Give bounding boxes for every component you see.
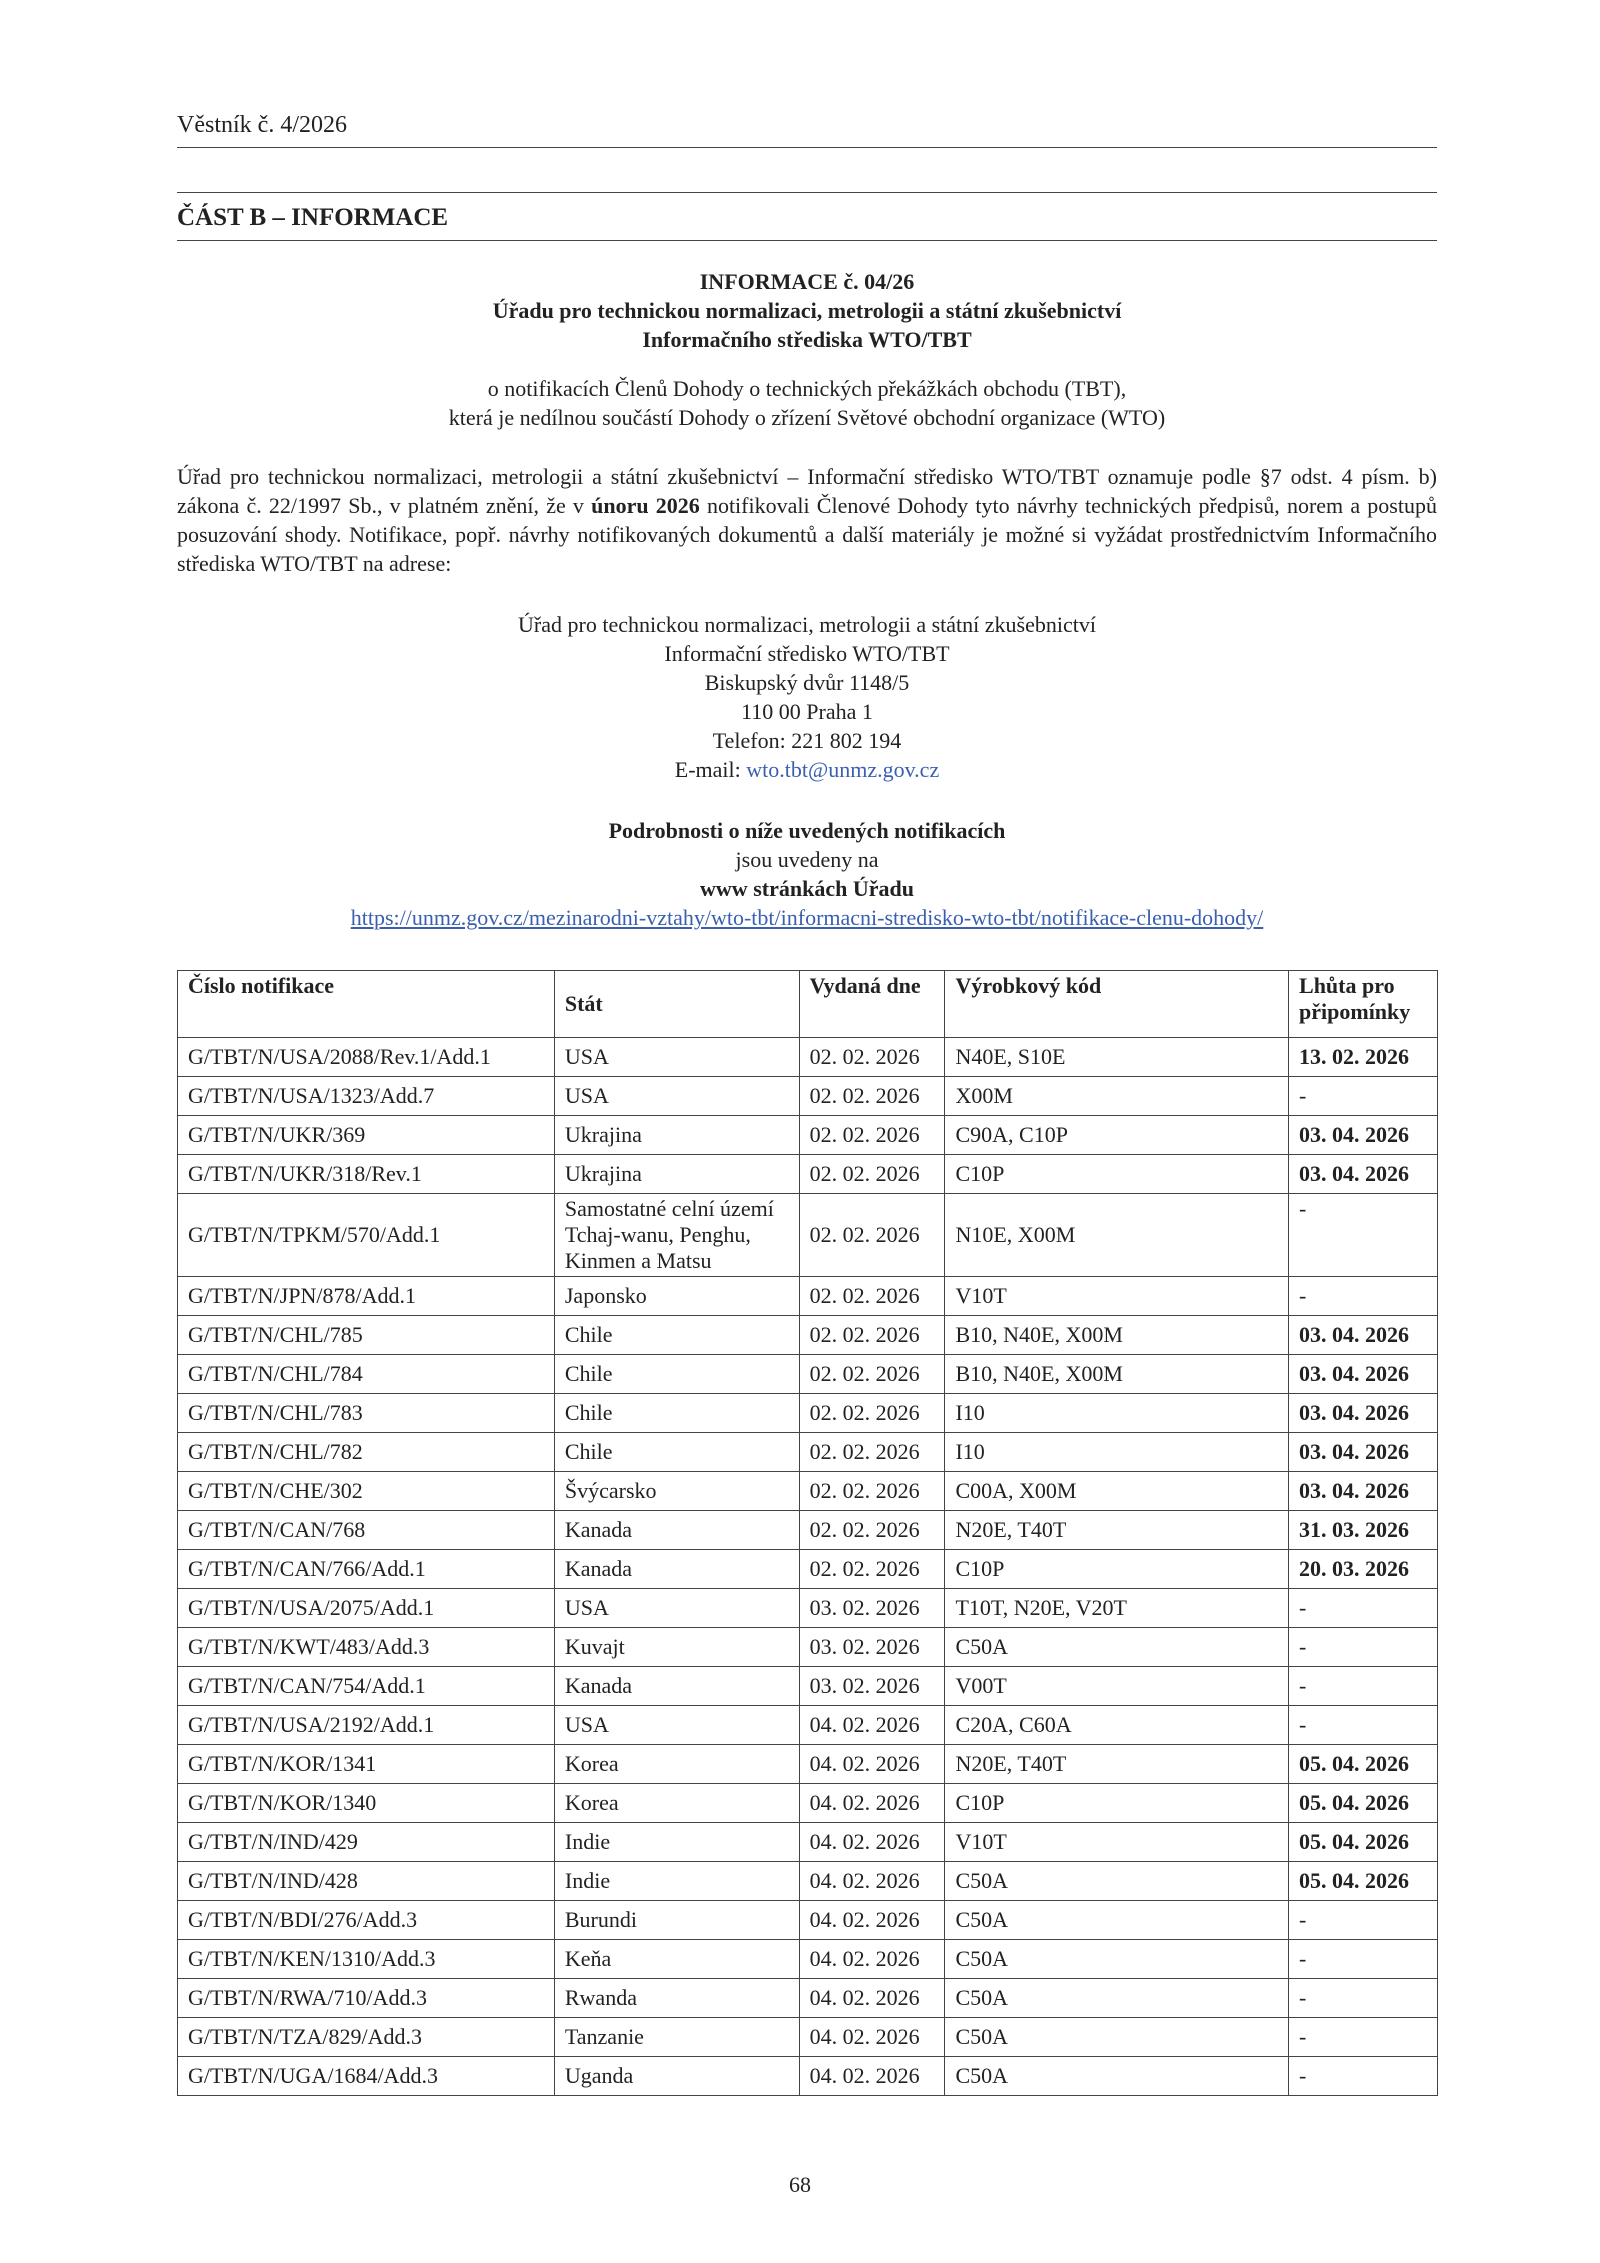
- issue-date: 02. 02. 2026: [799, 1394, 945, 1433]
- product-code: B10, N40E, X00M: [945, 1316, 1289, 1355]
- col-header-country: Stát: [554, 971, 799, 1038]
- product-code: C50A: [945, 1940, 1289, 1979]
- table-row: [178, 1155, 1438, 1194]
- notification-number: G/TBT/N/KOR/1340: [178, 1784, 555, 1823]
- details-line-2: jsou uvedeny na: [735, 847, 879, 872]
- comment-deadline: -: [1289, 2018, 1438, 2057]
- notification-number: G/TBT/N/JPN/878/Add.1: [178, 1277, 555, 1316]
- notification-number: G/TBT/N/TPKM/570/Add.1: [178, 1194, 555, 1277]
- journal-issue: Věstník č. 4/2026: [177, 112, 347, 138]
- comment-deadline: -: [1289, 1706, 1438, 1745]
- product-code: N20E, T40T: [945, 1511, 1289, 1550]
- issue-date: 03. 02. 2026: [799, 1589, 945, 1628]
- address-line-3: Biskupský dvůr 1148/5: [704, 670, 910, 695]
- notification-number: G/TBT/N/BDI/276/Add.3: [178, 1901, 555, 1940]
- notification-number: G/TBT/N/CAN/754/Add.1: [178, 1667, 555, 1706]
- comment-deadline: 03. 04. 2026: [1289, 1155, 1438, 1194]
- country: Kanada: [554, 1667, 799, 1706]
- comment-deadline: -: [1289, 1628, 1438, 1667]
- notification-number: G/TBT/N/CAN/766/Add.1: [178, 1550, 555, 1589]
- table-row: [178, 1077, 1438, 1116]
- document-subtitle: [177, 374, 1437, 432]
- country: Chile: [554, 1433, 799, 1472]
- product-code: B10, N40E, X00M: [945, 1355, 1289, 1394]
- product-code: C50A: [945, 1901, 1289, 1940]
- notification-number: G/TBT/N/CHL/782: [178, 1433, 555, 1472]
- intro-text-2: notifikovali Členové Dohody tyto návrhy technických předpisů, norem a postupů posuzování shody. Notifikace, popř. návrhy notifikovaných dokumentů a další materiály je možné si vyžádat prostřednictvím Informačního střediska WTO/TBT na adrese:: [177, 493, 1437, 576]
- page-number: 68: [789, 2172, 811, 2197]
- issue-date: 02. 02. 2026: [799, 1155, 945, 1194]
- comment-deadline: 03. 04. 2026: [1289, 1433, 1438, 1472]
- table-row: [178, 1433, 1438, 1472]
- comment-deadline: -: [1289, 1194, 1438, 1277]
- country: Korea: [554, 1784, 799, 1823]
- issue-date: 04. 02. 2026: [799, 2057, 945, 2096]
- comment-deadline: 20. 03. 2026: [1289, 1550, 1438, 1589]
- table-row: [178, 1784, 1438, 1823]
- product-code: C50A: [945, 2057, 1289, 2096]
- issue-date: 04. 02. 2026: [799, 1979, 945, 2018]
- comment-deadline: -: [1289, 1979, 1438, 2018]
- header-divider: [177, 147, 1437, 148]
- comment-deadline: -: [1289, 1901, 1438, 1940]
- notification-number: G/TBT/N/CAN/768: [178, 1511, 555, 1550]
- product-code: X00M: [945, 1077, 1289, 1116]
- comment-deadline: -: [1289, 1277, 1438, 1316]
- country: Korea: [554, 1745, 799, 1784]
- issue-date: 02. 02. 2026: [799, 1116, 945, 1155]
- section-title: ČÁST B – INFORMACE: [177, 204, 449, 231]
- country: Chile: [554, 1316, 799, 1355]
- country: Kanada: [554, 1550, 799, 1589]
- product-code: C50A: [945, 1628, 1289, 1667]
- address-line-1: Úřad pro technickou normalizaci, metrologii a státní zkušebnictví: [518, 612, 1096, 637]
- table-row: [178, 1745, 1438, 1784]
- table-row: [178, 1316, 1438, 1355]
- table-row: [178, 1706, 1438, 1745]
- issue-date: 02. 02. 2026: [799, 1316, 945, 1355]
- address-line-2: Informační středisko WTO/TBT: [664, 641, 950, 666]
- notification-number: G/TBT/N/USA/2088/Rev.1/Add.1: [178, 1038, 555, 1077]
- email-link[interactable]: wto.tbt@unmz.gov.cz: [746, 757, 940, 782]
- country: Rwanda: [554, 1979, 799, 2018]
- notification-number: G/TBT/N/UKR/369: [178, 1116, 555, 1155]
- intro-month: únoru 2026: [591, 493, 700, 518]
- issue-date: 04. 02. 2026: [799, 1940, 945, 1979]
- country: Kanada: [554, 1511, 799, 1550]
- table-row: [178, 1355, 1438, 1394]
- comment-deadline: 05. 04. 2026: [1289, 1862, 1438, 1901]
- comment-deadline: 03. 04. 2026: [1289, 1116, 1438, 1155]
- product-code: T10T, N20E, V20T: [945, 1589, 1289, 1628]
- table-row: [178, 1589, 1438, 1628]
- table-row: [178, 1511, 1438, 1550]
- product-code: V00T: [945, 1667, 1289, 1706]
- product-code: C10P: [945, 1550, 1289, 1589]
- notification-number: G/TBT/N/UGA/1684/Add.3: [178, 2057, 555, 2096]
- comment-deadline: -: [1289, 2057, 1438, 2096]
- table-row: [178, 2057, 1438, 2096]
- comment-deadline: -: [1289, 1667, 1438, 1706]
- product-code: C50A: [945, 1979, 1289, 2018]
- section-divider-top: [177, 192, 1437, 193]
- table-row: [178, 1550, 1438, 1589]
- product-code: C00A, X00M: [945, 1472, 1289, 1511]
- comment-deadline: -: [1289, 1077, 1438, 1116]
- col-header-number: Číslo notifikace: [178, 971, 555, 1038]
- table-row: [178, 1940, 1438, 1979]
- issue-date: 02. 02. 2026: [799, 1472, 945, 1511]
- country: Kuvajt: [554, 1628, 799, 1667]
- country: Keňa: [554, 1940, 799, 1979]
- issue-date: 04. 02. 2026: [799, 1901, 945, 1940]
- notification-number: G/TBT/N/USA/2075/Add.1: [178, 1589, 555, 1628]
- issue-date: 04. 02. 2026: [799, 1745, 945, 1784]
- product-code: C50A: [945, 1862, 1289, 1901]
- notification-number: G/TBT/N/CHL/783: [178, 1394, 555, 1433]
- product-code: V10T: [945, 1823, 1289, 1862]
- address-line-5: Telefon: 221 802 194: [712, 728, 902, 753]
- notification-number: G/TBT/N/CHL/785: [178, 1316, 555, 1355]
- country: Indie: [554, 1823, 799, 1862]
- issue-date: 02. 02. 2026: [799, 1511, 945, 1550]
- notification-number: G/TBT/N/USA/1323/Add.7: [178, 1077, 555, 1116]
- comment-deadline: 05. 04. 2026: [1289, 1784, 1438, 1823]
- table-row: [178, 1277, 1438, 1316]
- col-header-date: Vydaná dne: [799, 971, 945, 1038]
- country: Chile: [554, 1394, 799, 1433]
- comment-deadline: 05. 04. 2026: [1289, 1745, 1438, 1784]
- subtitle-line-1: o notifikacích Členů Dohody o technických překážkách obchodu (TBT),: [487, 376, 1127, 401]
- issue-date: 02. 02. 2026: [799, 1550, 945, 1589]
- product-code: I10: [945, 1433, 1289, 1472]
- col-header-product-code: Výrobkový kód: [945, 971, 1289, 1038]
- intro-paragraph: [177, 462, 1437, 578]
- subtitle-line-2: která je nedílnou součástí Dohody o zřízení Světové obchodní organizace (WTO): [448, 405, 1166, 430]
- section-divider-bottom: [177, 240, 1437, 241]
- table-row: [178, 1667, 1438, 1706]
- heading-line-3: Informačního střediska WTO/TBT: [642, 327, 972, 352]
- table-row: [178, 1628, 1438, 1667]
- comment-deadline: 03. 04. 2026: [1289, 1355, 1438, 1394]
- product-code: C90A, C10P: [945, 1116, 1289, 1155]
- intro-text-1: Úřad pro technickou normalizaci, metrologii a státní zkušebnictví – Informační středisko WTO/TBT oznamuje podle §7 odst. 4 písm. b) zákona č. 22/1997 Sb., v platném znění, že v: [177, 464, 1437, 518]
- comment-deadline: -: [1289, 1589, 1438, 1628]
- issue-date: 02. 02. 2026: [799, 1077, 945, 1116]
- heading-line-1: INFORMACE č. 04/26: [699, 269, 915, 294]
- product-code: N40E, S10E: [945, 1038, 1289, 1077]
- product-code: I10: [945, 1394, 1289, 1433]
- issue-date: 02. 02. 2026: [799, 1355, 945, 1394]
- notification-number: G/TBT/N/CHL/784: [178, 1355, 555, 1394]
- country: USA: [554, 1038, 799, 1077]
- notification-number: G/TBT/N/KEN/1310/Add.3: [178, 1940, 555, 1979]
- issue-date: 04. 02. 2026: [799, 1823, 945, 1862]
- country: Indie: [554, 1862, 799, 1901]
- issue-date: 04. 02. 2026: [799, 2018, 945, 2057]
- table-row: [178, 2018, 1438, 2057]
- country: Ukrajina: [554, 1155, 799, 1194]
- country: Švýcarsko: [554, 1472, 799, 1511]
- issue-date: 02. 02. 2026: [799, 1277, 945, 1316]
- product-code: V10T: [945, 1277, 1289, 1316]
- comment-deadline: 13. 02. 2026: [1289, 1038, 1438, 1077]
- country: USA: [554, 1706, 799, 1745]
- notification-number: G/TBT/N/RWA/710/Add.3: [178, 1979, 555, 2018]
- comment-deadline: -: [1289, 1940, 1438, 1979]
- country: Japonsko: [554, 1277, 799, 1316]
- address-line-4: 110 00 Praha 1: [741, 699, 873, 724]
- issue-date: 02. 02. 2026: [799, 1433, 945, 1472]
- heading-line-2: Úřadu pro technickou normalizaci, metrologii a státní zkušebnictví: [492, 298, 1122, 323]
- details-block: [177, 816, 1437, 932]
- table-row: [178, 1862, 1438, 1901]
- table-row: [178, 1194, 1438, 1277]
- country: Ukrajina: [554, 1116, 799, 1155]
- notifications-table: [177, 970, 1438, 2096]
- country: Uganda: [554, 2057, 799, 2096]
- notification-number: G/TBT/N/TZA/829/Add.3: [178, 2018, 555, 2057]
- product-code: C20A, C60A: [945, 1706, 1289, 1745]
- details-line-1: Podrobnosti o níže uvedených notifikacích: [608, 818, 1006, 843]
- table-header-row: [178, 971, 1438, 1038]
- issue-date: 04. 02. 2026: [799, 1784, 945, 1823]
- notification-number: G/TBT/N/CHE/302: [178, 1472, 555, 1511]
- office-address: [177, 610, 1437, 784]
- country: USA: [554, 1077, 799, 1116]
- product-code: C10P: [945, 1155, 1289, 1194]
- comment-deadline: 03. 04. 2026: [1289, 1472, 1438, 1511]
- notification-number: G/TBT/N/KWT/483/Add.3: [178, 1628, 555, 1667]
- table-row: [178, 1901, 1438, 1940]
- col-header-deadline: Lhůta pro připomínky: [1289, 971, 1438, 1038]
- issue-date: 03. 02. 2026: [799, 1628, 945, 1667]
- country: Chile: [554, 1355, 799, 1394]
- document-heading: [177, 267, 1437, 354]
- table-row: [178, 1823, 1438, 1862]
- table-row: [178, 1979, 1438, 2018]
- comment-deadline: 31. 03. 2026: [1289, 1511, 1438, 1550]
- product-code: C10P: [945, 1784, 1289, 1823]
- table-row: [178, 1116, 1438, 1155]
- notification-number: G/TBT/N/USA/2192/Add.1: [178, 1706, 555, 1745]
- product-code: N20E, T40T: [945, 1745, 1289, 1784]
- comment-deadline: 05. 04. 2026: [1289, 1823, 1438, 1862]
- country: Tanzanie: [554, 2018, 799, 2057]
- issue-date: 02. 02. 2026: [799, 1038, 945, 1077]
- table-row: [178, 1394, 1438, 1433]
- notifications-url-link[interactable]: https://unmz.gov.cz/mezinarodni-vztahy/wto-tbt/informacni-stredisko-wto-tbt/notifikace-clenu-dohody/: [350, 905, 1264, 930]
- table-row: [178, 1038, 1438, 1077]
- notification-number: G/TBT/N/UKR/318/Rev.1: [178, 1155, 555, 1194]
- comment-deadline: 03. 04. 2026: [1289, 1394, 1438, 1433]
- country: USA: [554, 1589, 799, 1628]
- notification-number: G/TBT/N/IND/428: [178, 1862, 555, 1901]
- issue-date: 04. 02. 2026: [799, 1862, 945, 1901]
- table-row: [178, 1472, 1438, 1511]
- email-label: E-mail:: [674, 757, 747, 782]
- comment-deadline: 03. 04. 2026: [1289, 1316, 1438, 1355]
- country: Burundi: [554, 1901, 799, 1940]
- issue-date: 04. 02. 2026: [799, 1706, 945, 1745]
- country: Samostatné celní území Tchaj-wanu, Penghu, Kinmen a Matsu: [554, 1194, 799, 1277]
- product-code: N10E, X00M: [945, 1194, 1289, 1277]
- issue-date: 03. 02. 2026: [799, 1667, 945, 1706]
- notification-number: G/TBT/N/IND/429: [178, 1823, 555, 1862]
- issue-date: 02. 02. 2026: [799, 1194, 945, 1277]
- product-code: C50A: [945, 2018, 1289, 2057]
- details-line-3: www stránkách Úřadu: [700, 876, 914, 901]
- notification-number: G/TBT/N/KOR/1341: [178, 1745, 555, 1784]
